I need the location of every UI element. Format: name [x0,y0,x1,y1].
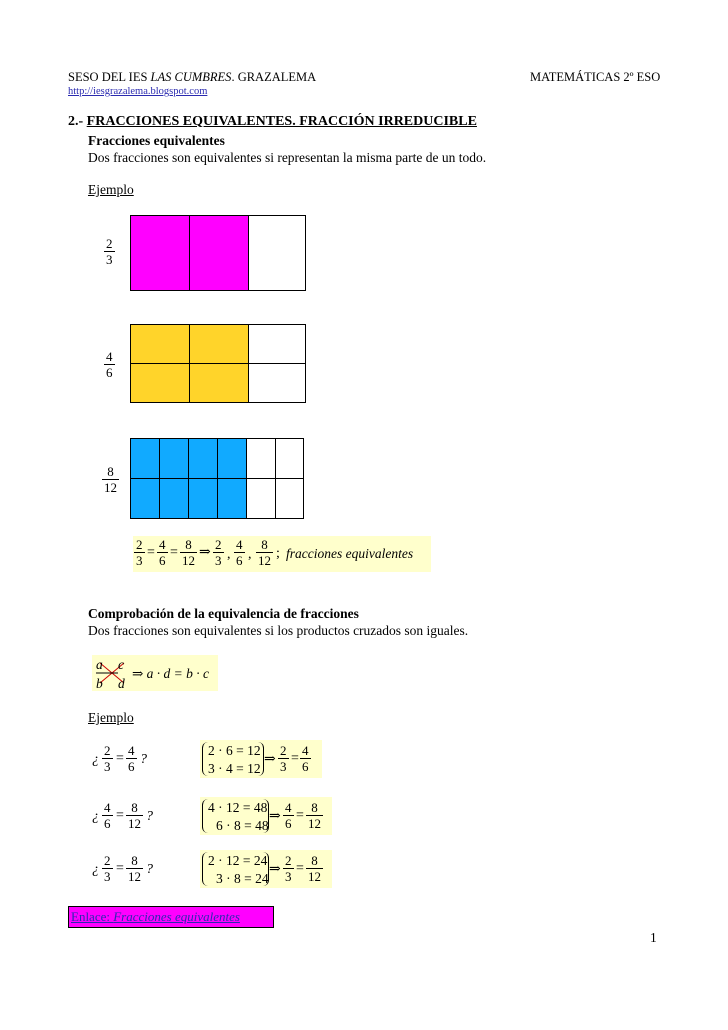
question-close: ? [140,752,147,767]
fraction-grid-2 [130,324,306,403]
fraction-label-1: $\frac{2}{3}$ [106,236,113,267]
implies-icon: ⇒ [269,809,281,824]
grid-cell-filled [218,479,247,519]
grid-cell-filled [189,439,218,479]
equals-sign: = [116,808,124,823]
example3-result-2: $\frac{8}{12}$ [308,853,321,884]
fraction-label-3: $\frac{8}{12}$ [104,464,117,495]
grid-cell-filled [160,439,189,479]
summary-text: fracciones equivalentes [286,546,414,561]
link-fracciones-equivalentes[interactable]: Enlace: Fracciones equivalentes [68,906,274,928]
summary-fraction-1: $\frac{2}{3}$ [136,537,143,568]
grid-cell-empty [249,325,306,364]
rule-a: a [96,657,103,672]
check-example-label: Ejemplo [88,710,134,725]
header-url[interactable]: http://iesgrazalema.blogspot.com [68,86,208,97]
grid-cell-filled [189,479,218,519]
example2-result-2: $\frac{8}{12}$ [308,800,321,831]
example3-product-2: 3 · 8 = 24 [216,871,269,886]
rule-result: ⇒ a · d = b · c [132,666,210,681]
example2-fraction-2: $\frac{8}{12}$ [128,800,141,831]
semicolon: ; [276,546,280,561]
grid-cell-empty [276,439,304,479]
equals-sign: = [170,545,178,560]
example2-product-2: 6 · 8 = 48 [216,818,269,833]
grid-cell-empty [249,216,306,291]
example3-result-1: $\frac{2}{3}$ [285,853,292,884]
example3-fraction-2: $\frac{8}{12}$ [128,853,141,884]
grid-cell-filled [131,479,160,519]
grid-cell-filled [160,479,189,519]
check-title: Comprobación de la equivalencia de fracciones [88,606,359,621]
equals-sign: = [147,545,155,560]
example-label: Ejemplo [88,182,134,197]
example2-fraction-1: $\frac{4}{6}$ [104,800,111,831]
fraction-grid-3 [130,438,304,519]
equals-sign: = [291,751,299,766]
comma: , [227,547,231,562]
implies-icon: ⇒ [269,862,281,877]
rule-d: d [118,676,125,691]
example2-product-1: 4 · 12 = 48 [208,800,268,815]
grid-cell-filled [131,439,160,479]
section-title: 2.- FRACCIONES EQUIVALENTES. FRACCIÓN IRREDUCIBLE [68,114,477,129]
fraction-grid-1 [130,215,306,291]
summary-fraction-2: $\frac{4}{6}$ [159,537,166,568]
check-definition: Dos fracciones son equivalentes si los productos cruzados son iguales. [88,623,469,638]
summary-list-fraction-1: $\frac{2}{3}$ [215,537,222,568]
rule-b: b [96,676,103,691]
question-close: ? [146,809,153,824]
equals-sign: = [296,861,304,876]
subtitle-equivalentes: Fracciones equivalentes [88,133,225,148]
implies-icon: ⇒ [199,545,211,560]
header-left: SESO DEL IES LAS CUMBRES. GRAZALEMA [68,70,317,84]
grid-cell-filled [190,216,249,291]
example3-product-1: 2 · 12 = 24 [208,853,268,868]
grid-cell-filled [131,325,190,364]
implies-icon: ⇒ [264,752,276,767]
grid-cell-empty [247,439,276,479]
definition-text: Dos fracciones son equivalentes si representan la misma parte de un todo. [88,150,487,165]
equals-sign: = [296,808,304,823]
grid-cell-empty [276,479,304,519]
comma: , [248,547,252,562]
question-open: ¿ [92,862,99,877]
example1-result-2: $\frac{4}{6}$ [302,743,309,774]
grid-cell-filled [218,439,247,479]
fraction-label-2: $\frac{4}{6}$ [106,349,113,380]
example3-fraction-1: $\frac{2}{3}$ [104,853,111,884]
question-close: ? [146,862,153,877]
example1-fraction-1: $\frac{2}{3}$ [104,743,111,774]
rule-c: c [118,657,124,672]
example1-product-1: 2 · 6 = 12 [208,743,261,758]
summary-list-fraction-2: $\frac{4}{6}$ [236,537,243,568]
grid-cell-filled [190,325,249,364]
page-number: 1 [650,930,657,945]
question-open: ¿ [92,809,99,824]
question-open: ¿ [92,752,99,767]
summary-fraction-3: $\frac{8}{12}$ [182,537,195,568]
equals-sign: = [116,751,124,766]
grid-cell-filled [131,216,190,291]
summary-list-fraction-3: $\frac{8}{12}$ [258,537,271,568]
example2-result-1: $\frac{4}{6}$ [285,800,292,831]
grid-cell-empty [247,479,276,519]
header-right: MATEMÁTICAS 2º ESO [530,70,661,84]
grid-cell-empty [249,364,306,403]
grid-cell-filled [131,364,190,403]
example1-product-2: 3 · 4 = 12 [208,761,261,776]
equals-sign: = [116,861,124,876]
example1-result-1: $\frac{2}{3}$ [280,743,287,774]
example1-fraction-2: $\frac{4}{6}$ [128,743,135,774]
grid-cell-filled [190,364,249,403]
